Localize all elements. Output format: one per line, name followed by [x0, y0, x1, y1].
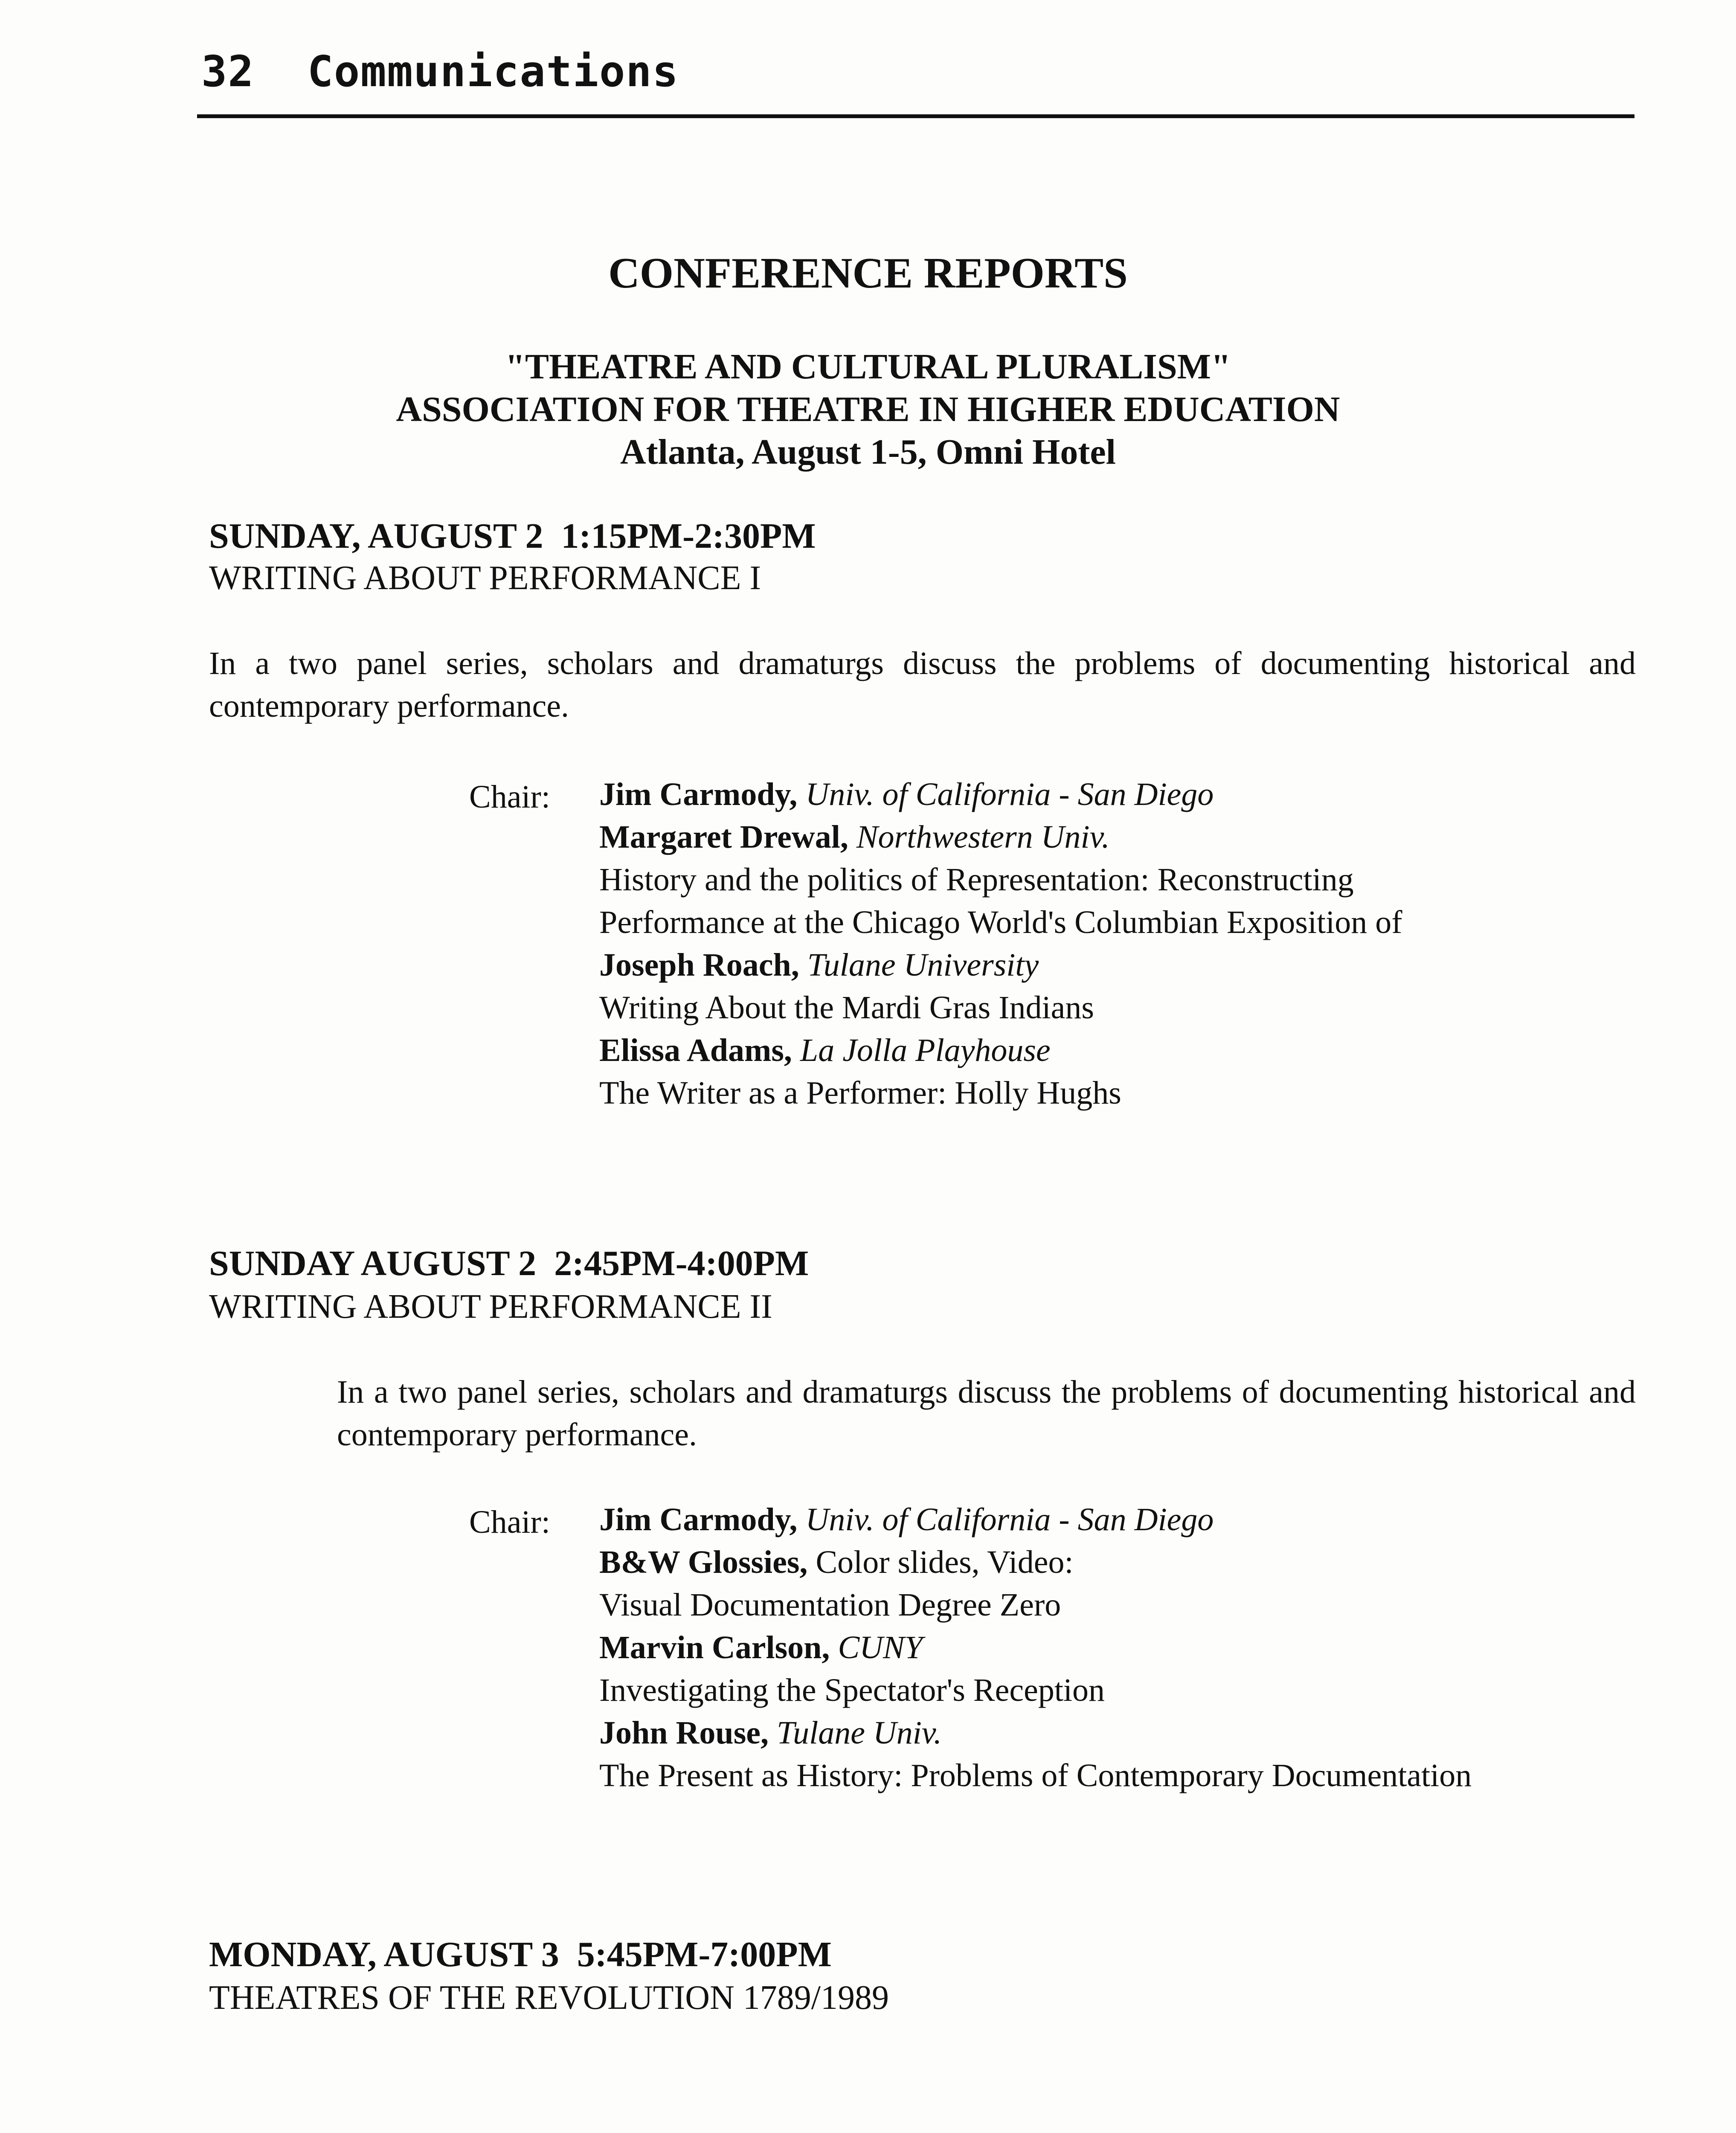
panelist-affiliation: Northwestern Univ. — [856, 819, 1110, 855]
chair-affiliation: Univ. of California - San Diego — [805, 1502, 1214, 1537]
page-number: 32 — [201, 46, 255, 96]
session-2-description: In a two panel series, scholars and dramaturgs discuss the problems of documenting historical and contemporary performance. — [337, 1374, 1636, 1453]
session-2-title: WRITING ABOUT PERFORMANCE II — [209, 1288, 772, 1325]
paper-title: Writing About the Mardi Gras Indians — [599, 990, 1094, 1026]
panelist-name: Elissa Adams, — [599, 1032, 792, 1068]
session-2-datetime: SUNDAY AUGUST 2 2:45PM-4:00PM — [209, 1244, 809, 1283]
conference-title: "THEATRE AND CULTURAL PLURALISM" — [505, 347, 1231, 386]
list-item — [599, 773, 1666, 816]
session-2-panel-list — [599, 1498, 1666, 1797]
session-1-title: WRITING ABOUT PERFORMANCE I — [209, 559, 761, 597]
chair-name: Jim Carmody, — [599, 1502, 798, 1537]
list-item — [599, 1029, 1666, 1072]
panelist-name: Margaret Drewal, — [599, 819, 848, 855]
session-1-panel-list — [599, 773, 1666, 1114]
organization-name: ASSOCIATION FOR THEATRE IN HIGHER EDUCATION — [396, 389, 1340, 429]
list-item — [599, 1626, 1666, 1669]
panelist-name: Joseph Roach, — [599, 947, 799, 983]
panelist-name: B&W Glossies, — [599, 1544, 808, 1580]
paper-title: The Present as History: Problems of Contemporary Documentation — [599, 1758, 1472, 1793]
panelist-affiliation: La Jolla Playhouse — [800, 1032, 1051, 1068]
paper-title: History and the politics of Representation: Reconstructing — [599, 862, 1354, 898]
list-item — [599, 901, 1666, 944]
list-item — [599, 1541, 1666, 1584]
list-item — [599, 1712, 1666, 1754]
page-title: CONFERENCE REPORTS — [608, 249, 1128, 297]
list-item — [599, 816, 1666, 858]
paper-title: The Writer as a Performer: Holly Hughs — [599, 1075, 1121, 1111]
session-1-description: In a two panel series, scholars and dramaturgs discuss the problems of documenting historical and contemporary performance. — [209, 645, 1636, 724]
section-name: Communications — [307, 46, 679, 96]
chair-affiliation: Univ. of California - San Diego — [805, 776, 1214, 812]
paper-title: Investigating the Spectator's Reception — [599, 1672, 1105, 1708]
panelist-affiliation: CUNY — [838, 1630, 923, 1665]
session-2-chair-label: Chair: — [469, 1504, 550, 1540]
panelist-affiliation: Tulane Univ. — [777, 1715, 942, 1751]
paper-title: Visual Documentation Degree Zero — [599, 1587, 1061, 1623]
paper-subtitle: Color slides, Video: — [816, 1544, 1074, 1580]
running-header — [201, 46, 679, 96]
list-item — [599, 1498, 1666, 1541]
chair-name: Jim Carmody, — [599, 776, 798, 812]
session-1-datetime: SUNDAY, AUGUST 2 1:15PM-2:30PM — [209, 516, 816, 556]
list-item — [599, 944, 1666, 986]
panelist-affiliation: Tulane University — [807, 947, 1039, 983]
panelist-name: John Rouse, — [599, 1715, 769, 1751]
conference-location: Atlanta, August 1-5, Omni Hotel — [620, 432, 1116, 472]
session-1-chair-label: Chair: — [469, 779, 550, 815]
header-rule — [197, 114, 1634, 118]
session-3-datetime: MONDAY, AUGUST 3 5:45PM-7:00PM — [209, 1935, 832, 1974]
paper-title: Performance at the Chicago World's Columbian Exposition of — [599, 904, 1402, 940]
panelist-name: Marvin Carlson, — [599, 1630, 830, 1665]
session-3-title: THEATRES OF THE REVOLUTION 1789/1989 — [209, 1979, 889, 2017]
